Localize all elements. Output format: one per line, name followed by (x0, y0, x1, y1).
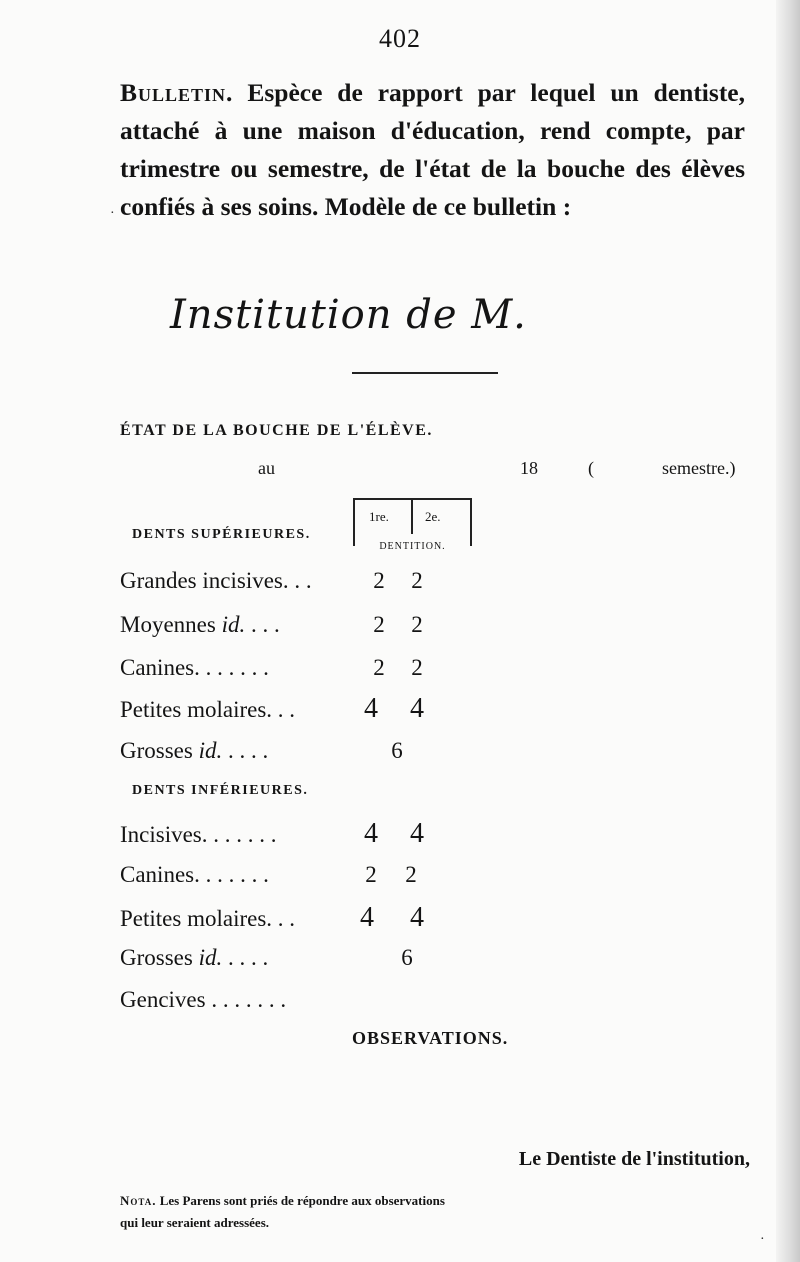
header-divider (411, 498, 413, 534)
row-name-main: Grosses (120, 945, 199, 970)
bulletin-definition (120, 74, 745, 226)
row-name (120, 945, 268, 971)
lower-teeth-label: DENTS INFÉRIEURES. (132, 783, 309, 798)
date-semestre: semestre.) (662, 458, 736, 478)
table-row (120, 568, 640, 598)
row-name: Grandes incisives. . . (120, 568, 312, 593)
row-name: Canines. . . . . . . (120, 655, 269, 680)
row-name: Incisives. . . . . . . (120, 822, 277, 847)
bulletin-term: Bulletin (120, 78, 227, 107)
table-row (120, 818, 640, 852)
observations-heading: OBSERVATIONS. (352, 1028, 509, 1048)
row-value-first: 4 (364, 818, 378, 849)
ink-speck: · (110, 206, 115, 221)
bulletin-text: . Espèce de rapport par lequel un dentiste, attaché à une maison d'éducation, rend compte, par trimestre ou semestre, de l'état de la bouche des élèves confiés à ses soins. Modèle de ce bulletin : (120, 78, 745, 221)
row-name: Petites molaires. . . (120, 906, 296, 931)
nota-footnote (120, 1190, 450, 1234)
row-value-second: 6 (401, 945, 413, 970)
table-row (120, 693, 640, 727)
row-name: Canines. . . . . . . (120, 862, 269, 887)
row-value-first: 4 (364, 693, 378, 724)
row-name (120, 612, 280, 638)
row-name-dots: . . . . (222, 738, 269, 763)
row-name: Petites molaires. . . (120, 697, 296, 722)
row-value-second: 2 (411, 568, 423, 593)
row-name (120, 738, 268, 764)
row-value-first: 2 (373, 655, 385, 680)
ink-speck: · (760, 1232, 765, 1247)
row-name-italic: id. (221, 612, 246, 637)
table-row (120, 902, 640, 936)
row-name-italic: id. (198, 738, 223, 763)
date-au: au (258, 458, 275, 478)
row-name-italic: id. (198, 945, 223, 970)
heading-underline (352, 372, 498, 374)
row-value-first: 4 (360, 902, 374, 933)
upper-teeth-label: DENTS SUPÉRIEURES. (132, 527, 311, 542)
row-name-main: Moyennes (120, 612, 222, 637)
row-value-second: 2 (411, 655, 423, 680)
nota-text: Les Parens sont priés de répondre aux observations qui leur seraient adressées. (120, 1193, 445, 1230)
signature-line: Le Dentiste de l'institution, (518, 1148, 750, 1170)
date-year: 18 (520, 458, 538, 478)
date-paren: ( (588, 458, 594, 478)
table-row (120, 862, 640, 892)
row-value-second: 4 (410, 902, 424, 933)
row-value-second: 6 (391, 738, 403, 763)
nota-label: Nota. (120, 1193, 157, 1208)
row-value-second: 4 (410, 693, 424, 724)
row-name-dots: . . . . (222, 945, 269, 970)
table-row (120, 612, 640, 642)
row-value-second: 4 (410, 818, 424, 849)
page-edge (776, 0, 800, 1262)
table-row (120, 987, 640, 1017)
col-second-dentition: 2e. (425, 509, 441, 524)
institution-heading: Institution de M. (170, 292, 527, 338)
table-row (120, 655, 640, 685)
dentition-caption: DENTITION. (379, 541, 446, 552)
row-name-dots: . . . (245, 612, 280, 637)
row-value-second: 2 (405, 862, 417, 887)
page-number: 402 (379, 24, 421, 53)
row-value-first: 2 (373, 568, 385, 593)
col-first-dentition: 1re. (369, 509, 389, 524)
row-value-first: 2 (365, 862, 377, 887)
row-value-first: 2 (373, 612, 385, 637)
bleed-through (110, 80, 770, 1220)
row-value-second: 2 (411, 612, 423, 637)
row-name-main: Grosses (120, 738, 199, 763)
row-name: Gencives . . . . . . . (120, 987, 287, 1012)
table-row (120, 945, 640, 975)
table-row (120, 738, 640, 768)
dentition-header (353, 498, 472, 552)
state-heading: ÉTAT DE LA BOUCHE DE L'ÉLÈVE. (120, 422, 433, 439)
